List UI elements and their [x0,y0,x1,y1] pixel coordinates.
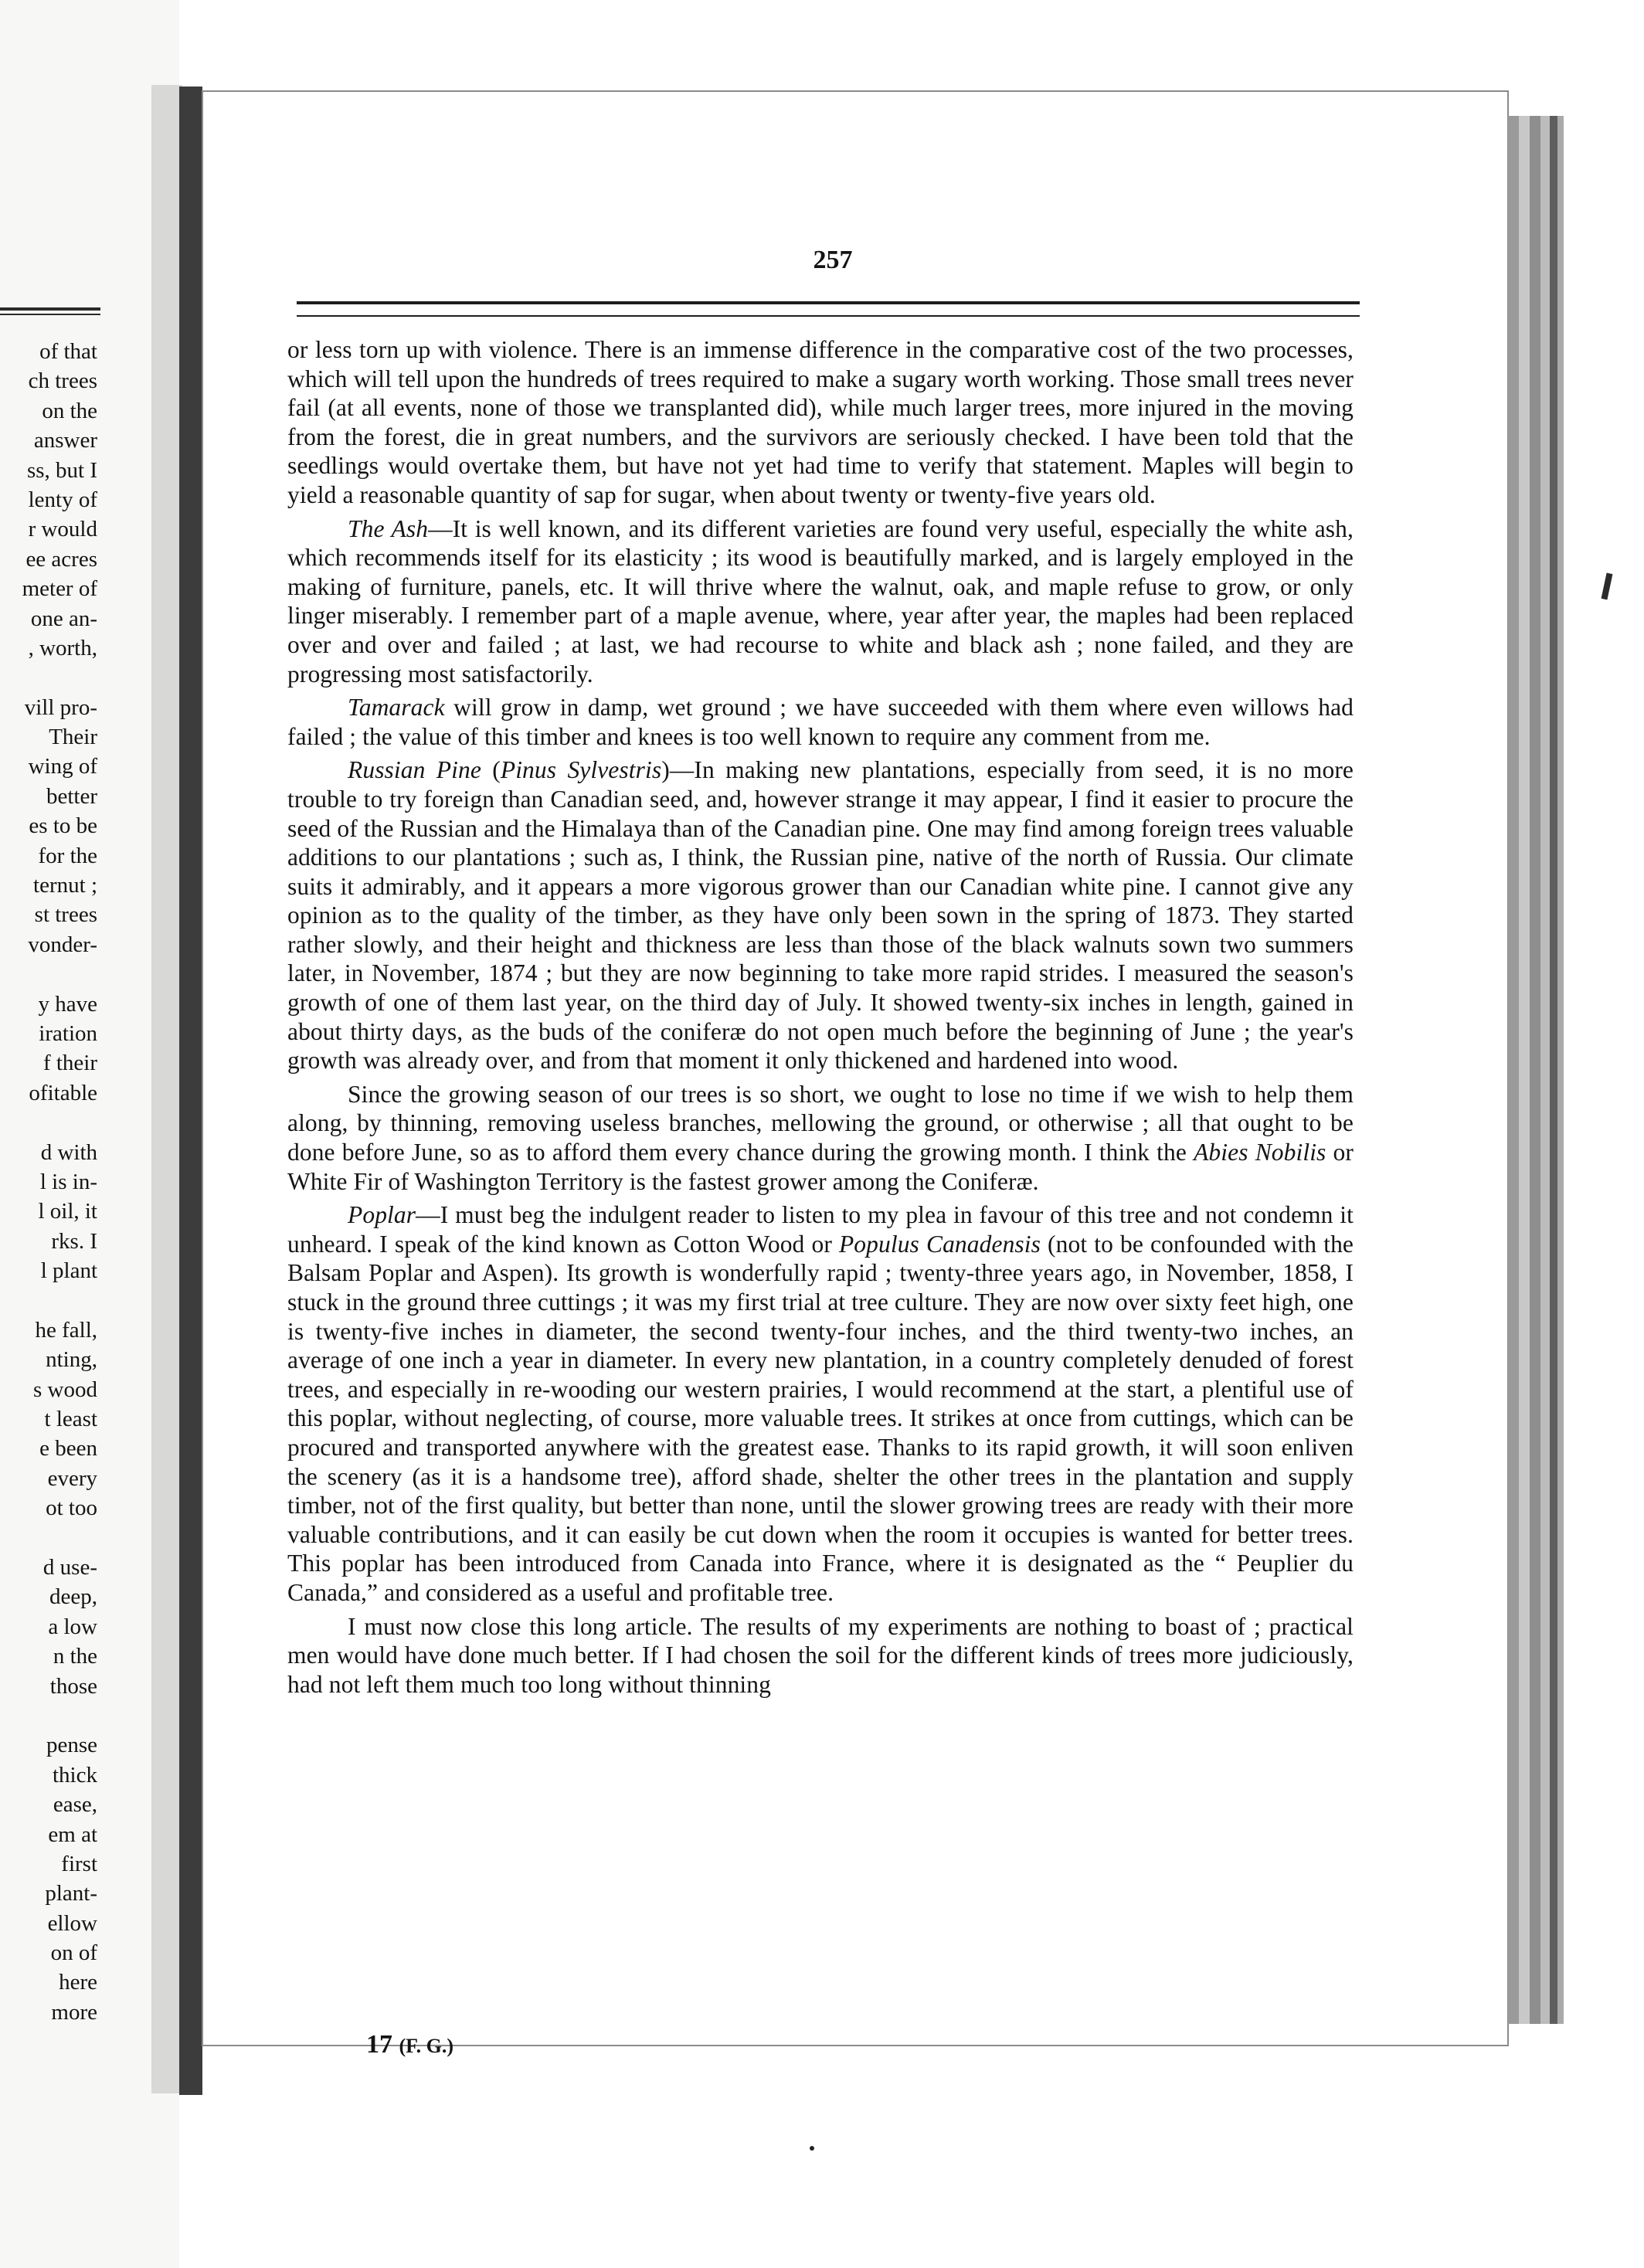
left-page-line: on of [50,1940,97,1966]
paragraph-text: —I must beg the indulgent reader to listen to my plea in favour of this tree and not condemn it unheard. I speak of the kind known as Cotton Wood or [287,1201,1354,1258]
paragraph [287,1200,1354,1607]
left-page-line: thick [53,1762,97,1788]
left-page-line: d with [40,1139,97,1165]
left-page-line: r would [28,517,97,542]
signature-mark [366,2030,453,2059]
italic-term: Russian Pine [348,756,481,784]
left-page-line: wing of [28,754,97,779]
paragraph-text: Since the growing season of our trees is so short, we ought to lose no time if we wish to help them along, by thinning, removing useless branches, mellowing the ground, or otherwise ; all that ought to be done before June, so as to afford them every chance during the growing month. I think the [287,1080,1354,1166]
left-page-line: ee acres [25,546,97,572]
left-page-line [0,959,97,989]
left-page-line: on the [42,398,97,423]
signature-number: 17 [366,2030,392,2059]
paragraph-text: or White Fir of Washington Territory is the fastest grower among the Coniferæ. [287,1139,1354,1195]
italic-term: Abies Nobilis [1194,1139,1326,1166]
paragraph-text: will grow in damp, wet ground ; we have succeeded with them where even willows had failed ; the value of this timber and knees is too well known to require any comment from me. [287,694,1354,750]
italic-term: Populus Canadensis [838,1230,1041,1258]
left-page-line: ss, but I [26,457,97,483]
paragraph-text: (not to be confounded with the Balsam Poplar and Aspen). Its growth is wonderfully rapid ; twenty-three years ago, in November, 1858, I stuck in the ground three cuttings ; it was my first trial at tree culture. They are now over sixty feet high, one is twenty-five inches in diameter, the second twenty-four inches, and the third twenty-two inches, an average of one inch a year in diameter. In every new plantation, in a country completely denuded of forest trees, and especially in re-wooding our western prairies, I would recommend at the start, a plentiful use of this poplar, without neglecting, of course, more valuable trees. It strikes at once from cuttings, which can be procured and transported anywhere with the greatest ease. Thanks to its rapid growth, it will soon enliven the scenery (as it is a handsome tree), afford shade, shelter the other trees in the plantation and supply timber, not of the first quality, but better than none, until the slower growing trees are ready with their more valuable contributions, and it can easily be cut down when the room it occupies is wanted for better trees. This poplar has been introduced from Canada into France, where it is designated as the “ Peuplier du Canada,” and considered as a useful and profitable tree. [287,1230,1354,1606]
left-page-rule [0,307,100,311]
page-stack-edge-4 [1540,116,1550,2024]
page-stack-edge-6 [1557,116,1564,2024]
left-page-line: vill pro- [24,694,97,720]
left-facing-page [0,0,179,2268]
italic-term: The Ash [348,514,429,542]
left-page-line: t least [44,1407,97,1432]
italic-term: Pinus Sylvestris [500,756,662,784]
left-page-line: s wood [33,1377,97,1402]
left-page-line: he fall, [35,1317,97,1343]
left-page-line: ch trees [28,368,97,394]
left-page-line: ot too [46,1496,97,1521]
left-page-line: every [47,1465,97,1491]
article-body [287,335,1354,1703]
left-page-line [0,663,97,692]
signature-code: (F. G.) [399,2035,454,2057]
left-page-line: d use- [42,1555,97,1580]
left-page-line: answer [33,428,97,453]
paragraph-text: )—In making new plantations, especially from seed, it is no more trouble to try foreign than Canadian seed, and, however strange it may appear, I find it easier to procure the seed of the Russian and the Himalaya than of the Canadian pine. One may find among foreign trees valuable additions to our plantations ; such as, I think, the Russian pine, native of the north of Russia. Our climate suits it admirably, and it appears a more vigorous grower than our Canadian white pine. I cannot give any opinion as to the quality of the timber, as they have only been sown in the spring of 1873. They started rather slowly, and their height and thickness are less than those of the black walnuts sown two summers later, in November, 1874 ; but they are now beginning to take more rapid strides. I measured the season's growth of one of them last year, on the third day of July. It showed twenty-six inches in length, gained in about thirty days, as the buds of the coniferæ do not open much before the beginning of June ; the year's growth was already over, and from that moment it only thickened and hardened into wood. [287,756,1354,1075]
left-page-line: lenty of [28,487,97,512]
left-page-line: f their [42,1051,97,1076]
left-page-line [0,1286,97,1316]
page-stack-edge-1 [1508,116,1519,2024]
left-page-line [0,1108,97,1137]
left-page-line: l plant [40,1258,97,1284]
left-page-text [0,337,97,2027]
left-page-line: a low [48,1614,97,1639]
paragraph-text: —It is well known, and its different varieties are found very useful, especially the white ash, which recommends itself for its elasticity ; its wood is beautifully marked, and is largely employed in the making of furniture, panels, etc. It will thrive where the walnut, oak, and maple refuse to grow, or only linger miserably. I remember part of a maple avenue, where, year after year, the maples had been replaced over and over and failed ; at last, we had recourse to white and black ash ; none failed, and they are progressing most satisfactorily. [287,514,1354,688]
page-number: 257 [813,246,853,274]
left-page-line: n the [53,1644,97,1669]
left-page-line: deep, [49,1584,97,1610]
left-page-line: iration [39,1020,97,1046]
paragraph [287,1080,1354,1196]
left-page-line: , worth, [28,635,97,660]
left-page-line: for the [38,843,97,868]
header-rule-thick [297,301,1360,304]
italic-term: Tamarack [348,694,445,721]
left-page-line: Their [49,725,97,750]
left-page-line: es to be [29,813,97,839]
page-stack-edge-5 [1550,116,1557,2024]
left-page-line: more [51,1999,97,2025]
left-page-line: e been [39,1436,97,1462]
left-page-line: one an- [30,606,97,631]
page-speck [810,2146,814,2151]
left-page-line: l oil, it [38,1199,97,1224]
paragraph [287,693,1354,751]
left-page-line [0,1523,97,1553]
left-page-line: of that [39,339,97,364]
paragraph-text: ( [481,756,501,784]
left-page-line: ease, [53,1792,97,1818]
header-rule-thin [297,315,1360,317]
left-page-line: l is in- [39,1169,97,1194]
left-page-line: ternut ; [33,873,97,898]
italic-term: Poplar [348,1201,416,1229]
paragraph-text: or less torn up with violence. There is an immense difference in the comparative cost of the two processes, which will tell upon the hundreds of trees required to make a sugary worth working. Those small trees never fail (at all events, none of those we transplanted did), while much larger trees, more injured in the moving from the forest, die in great numbers, and the survivors are seriously checked. I have been told that the seedlings would overtake them, but have not yet had time to verify that statement. Maples will begin to yield a reasonable quantity of sap for sugar, when about twenty or twenty-five years old. [287,336,1354,508]
paragraph [287,514,1354,689]
binding-dark-band [179,87,202,2095]
left-page-line: here [59,1970,97,1995]
left-page-line: ellow [47,1910,97,1936]
left-page-line: pense [46,1733,97,1758]
left-page-line: meter of [22,576,97,602]
left-page-line: st trees [34,902,97,928]
paragraph [287,1612,1354,1699]
left-page-line: first [61,1851,97,1876]
left-page-line: plant- [45,1881,97,1906]
left-page-line: em at [48,1822,97,1847]
left-page-line [0,1701,97,1730]
left-page-line: better [46,783,97,809]
left-page-line: those [49,1673,97,1699]
left-page-line: vonder- [28,932,97,957]
left-page-rule [0,314,100,315]
left-page-line: rks. I [51,1228,97,1254]
page-stack-edge-2 [1519,116,1530,2024]
paragraph [287,755,1354,1075]
paragraph-text: I must now close this long article. The results of my experiments are nothing to boast of ; practical men would have done much better. If I had chosen the soil for the different kinds of trees more judiciously, had not left them much too long without thinning [287,1612,1354,1698]
left-page-line: y have [38,991,97,1017]
page-stack-edge-3 [1530,116,1540,2024]
left-page-line: nting, [46,1347,97,1373]
left-page-line: ofitable [29,1080,97,1105]
paragraph [287,335,1354,510]
